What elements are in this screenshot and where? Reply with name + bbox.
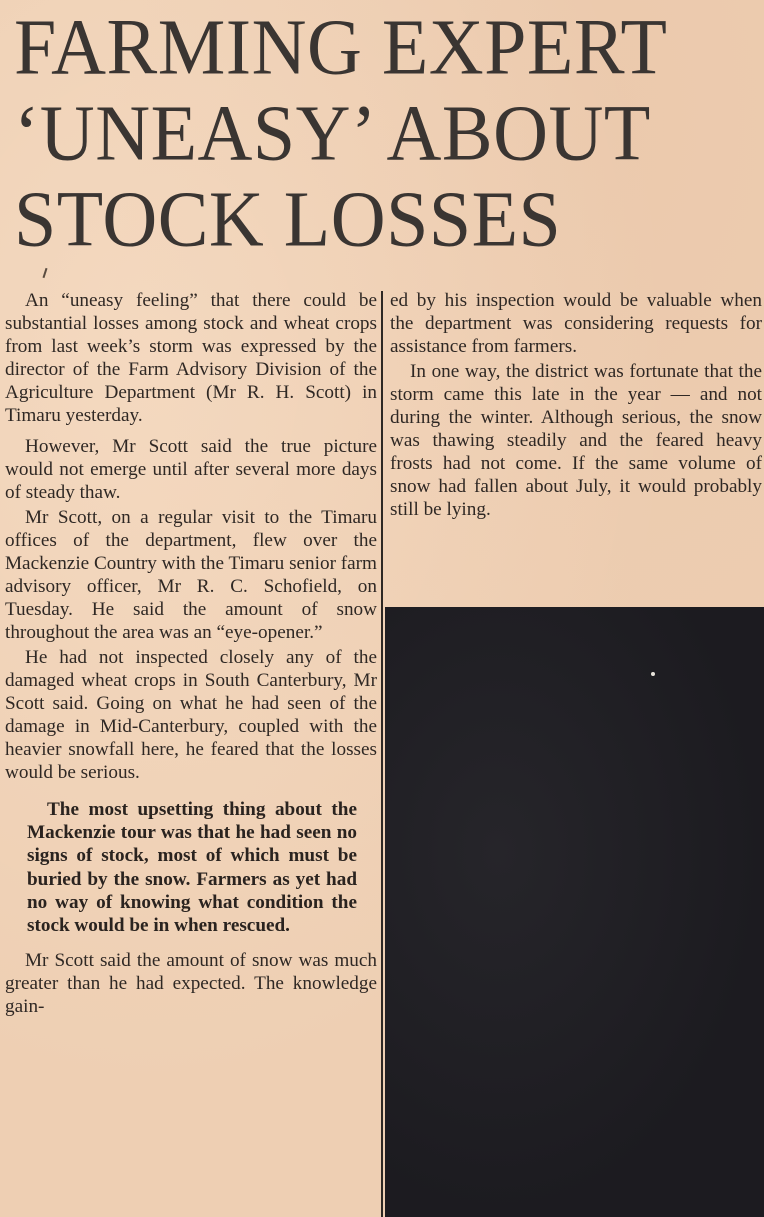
paragraph-6-continued: ed by his inspection would be valuable when the department was considering requests for assistance from farmers. [390, 290, 762, 357]
paragraph-3: Mr Scott, on a regular visit to the Timaru offices of the department, flew over the Mackenzie Country with the Timaru senior farm advisory officer, Mr R. C. Schofield, on Tuesday. He said the amount of snow throughout the area was an “eye-opener.” [5, 507, 377, 643]
column-rule [381, 291, 383, 1217]
paragraph-7: In one way, the district was fortunate that the storm came this late in the year — and not during the winter. Although serious, the snow was thawing steadily and the feared heavy frosts had not come. If the same volume of snow had fallen about July, it would probably still be lying. [390, 361, 762, 520]
headline-line-3: STOCK LOSSES [14, 175, 562, 264]
headline-line-2: ‘UNEASY’ ABOUT [14, 89, 651, 178]
paragraph-5-bold: The most upsetting thing about the Mackenzie tour was that he had seen no signs of stock, most of which must be buried by the snow. Farmers as yet had no way of knowing what condition the stock would be in when rescued. [27, 799, 357, 937]
headline [14, 4, 754, 262]
article-column-right [390, 289, 762, 521]
paragraph-6: Mr Scott said the amount of snow was much greater than he had expected. The knowledge gain- [5, 950, 377, 1018]
dust-speck [651, 672, 655, 676]
article-column-left [5, 289, 377, 1018]
paragraph-2: However, Mr Scott said the true picture would not emerge until after several more days of steady thaw. [5, 436, 377, 503]
paragraph-4: He had not inspected closely any of the damaged wheat crops in South Canterbury, Mr Scott said. Going on what he had seen of the damage in Mid-Canterbury, coupled with the heavier snowfall here, he feared that the losses would be serious. [5, 647, 377, 783]
dark-background-area [385, 607, 764, 1217]
headline-line-1: FARMING EXPERT [14, 2, 668, 92]
paragraph-1: An “uneasy feeling” that there could be substantial losses among stock and wheat crops from last week’s storm was expressed by the director of the Farm Advisory Division of the Agriculture Department (Mr R. H. Scott) in Timaru yesterday. [5, 290, 377, 426]
stray-ink-mark [43, 268, 48, 278]
